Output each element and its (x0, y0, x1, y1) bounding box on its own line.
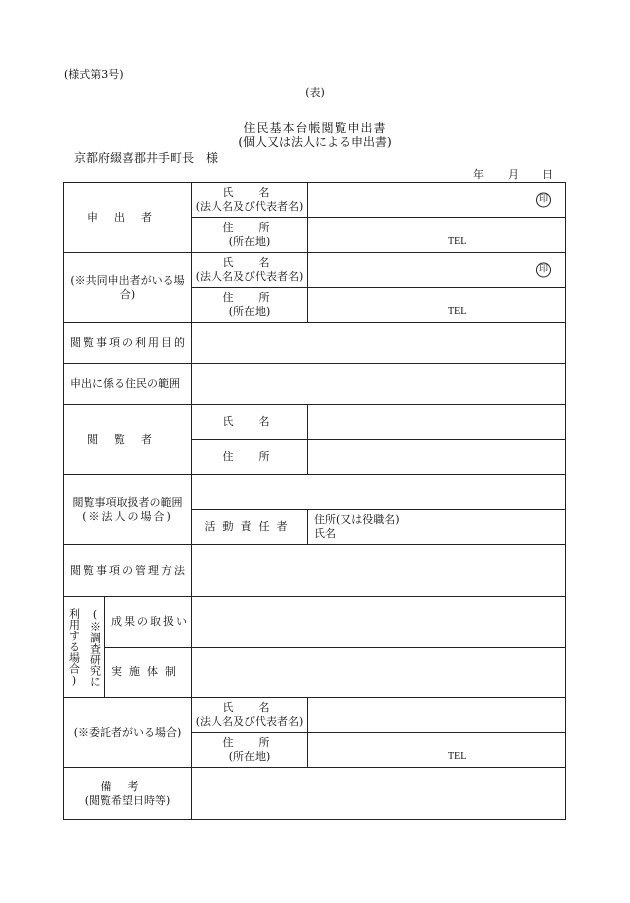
co-applicant-name-field[interactable] (308, 253, 566, 288)
address-label: 住 所 (222, 221, 277, 234)
location-label: (所在地) (228, 235, 271, 248)
date-year: 年 (473, 168, 484, 181)
management-label: 閲覧事項の管理方法 (64, 545, 192, 597)
address-label: 住 所 (222, 291, 277, 304)
viewer-label: 閲覧者 (64, 405, 192, 475)
remarks-label-cell (64, 768, 192, 820)
remarks-sub-label: (閲覧希望日時等) (84, 793, 171, 807)
applicant-name-field[interactable] (308, 183, 566, 218)
consignee-label: (※委託者がいる場合) (64, 698, 192, 768)
viewer-name-row (64, 405, 566, 440)
implementation-row (64, 647, 566, 698)
consignee-name-label-cell (192, 698, 308, 733)
form-number: (様式第3号) (64, 68, 124, 81)
co-applicant-address-field[interactable] (308, 288, 566, 323)
handler-scope-row (64, 475, 566, 510)
implementation-field[interactable] (192, 647, 566, 698)
remarks-label: 備考 (100, 779, 155, 793)
purpose-label: 閲覧事項の利用目的 (64, 323, 192, 364)
results-label: 成果の取扱い (105, 597, 192, 648)
results-row (64, 597, 566, 648)
scope-label: 申出に係る住民の範囲 (64, 364, 192, 405)
seal-icon: 印 (536, 193, 551, 208)
management-row (64, 545, 566, 597)
corp-name-label: (法人名及び代表者名) (195, 200, 304, 213)
purpose-field[interactable] (192, 323, 566, 364)
scope-field[interactable] (192, 364, 566, 405)
viewer-name-label: 氏 名 (192, 405, 308, 440)
date-day: 日 (542, 168, 553, 181)
applicant-address-label-cell (192, 218, 308, 253)
activity-manager-field[interactable] (308, 510, 566, 545)
consignee-address-label-cell (192, 733, 308, 768)
form-title: 住民基本台帳閲覧申出書 (243, 121, 387, 135)
viewer-name-field[interactable] (308, 405, 566, 440)
viewer-address-label: 住 所 (192, 440, 308, 475)
research-vertical-label-2: 利用する場合) (67, 607, 81, 687)
address-label: 住 所 (222, 736, 277, 749)
side-label: (表) (305, 86, 325, 99)
co-applicant-address-label-cell (192, 288, 308, 323)
purpose-row (64, 323, 566, 364)
research-vertical-label-1: (※調査研究に (88, 607, 102, 687)
co-applicant-name-row (64, 253, 566, 288)
handler-scope-label-cell (64, 475, 192, 545)
date-month: 月 (508, 168, 519, 181)
tel-label: TEL (448, 236, 467, 247)
name-label: 氏 名 (222, 256, 277, 269)
corp-name-label: (法人名及び代表者名) (195, 715, 304, 728)
handler-corp-label: (※法人の場合) (82, 509, 173, 523)
scope-row (64, 364, 566, 405)
manager-name-label: 氏名 (314, 527, 336, 540)
consignee-address-field[interactable] (308, 733, 566, 768)
applicant-name-label-cell (192, 183, 308, 218)
handler-scope-field[interactable] (192, 475, 566, 510)
name-label: 氏 名 (222, 701, 277, 714)
consignee-name-field[interactable] (308, 698, 566, 733)
handler-scope-label: 閲覧事項取扱者の範囲 (72, 495, 183, 509)
management-field[interactable] (192, 545, 566, 597)
location-label: (所在地) (228, 305, 271, 318)
remarks-row (64, 768, 566, 820)
seal-icon: 印 (536, 263, 551, 278)
implementation-label: 実施体制 (105, 647, 192, 698)
tel-label: TEL (448, 306, 467, 317)
application-form-table (63, 182, 566, 820)
co-applicant-label: (※共同申出者がいる場合) (64, 253, 192, 323)
consignee-name-row (64, 698, 566, 733)
activity-manager-label: 活動責任者 (192, 510, 308, 545)
applicant-label: 申出者 (64, 183, 192, 253)
remarks-field[interactable] (192, 768, 566, 820)
form-subtitle: (個人又は法人による申出書) (238, 135, 392, 149)
viewer-address-field[interactable] (308, 440, 566, 475)
manager-address-label: 住所(又は役職名) (314, 513, 400, 526)
applicant-address-field[interactable] (308, 218, 566, 253)
tel-label: TEL (448, 751, 467, 762)
location-label: (所在地) (228, 750, 271, 763)
corp-name-label: (法人名及び代表者名) (195, 270, 304, 283)
results-field[interactable] (192, 597, 566, 648)
applicant-name-row (64, 183, 566, 218)
name-label: 氏 名 (222, 186, 277, 199)
addressee: 京都府綴喜郡井手町長 様 (74, 151, 219, 165)
co-applicant-name-label-cell (192, 253, 308, 288)
research-label-cell (64, 597, 105, 698)
